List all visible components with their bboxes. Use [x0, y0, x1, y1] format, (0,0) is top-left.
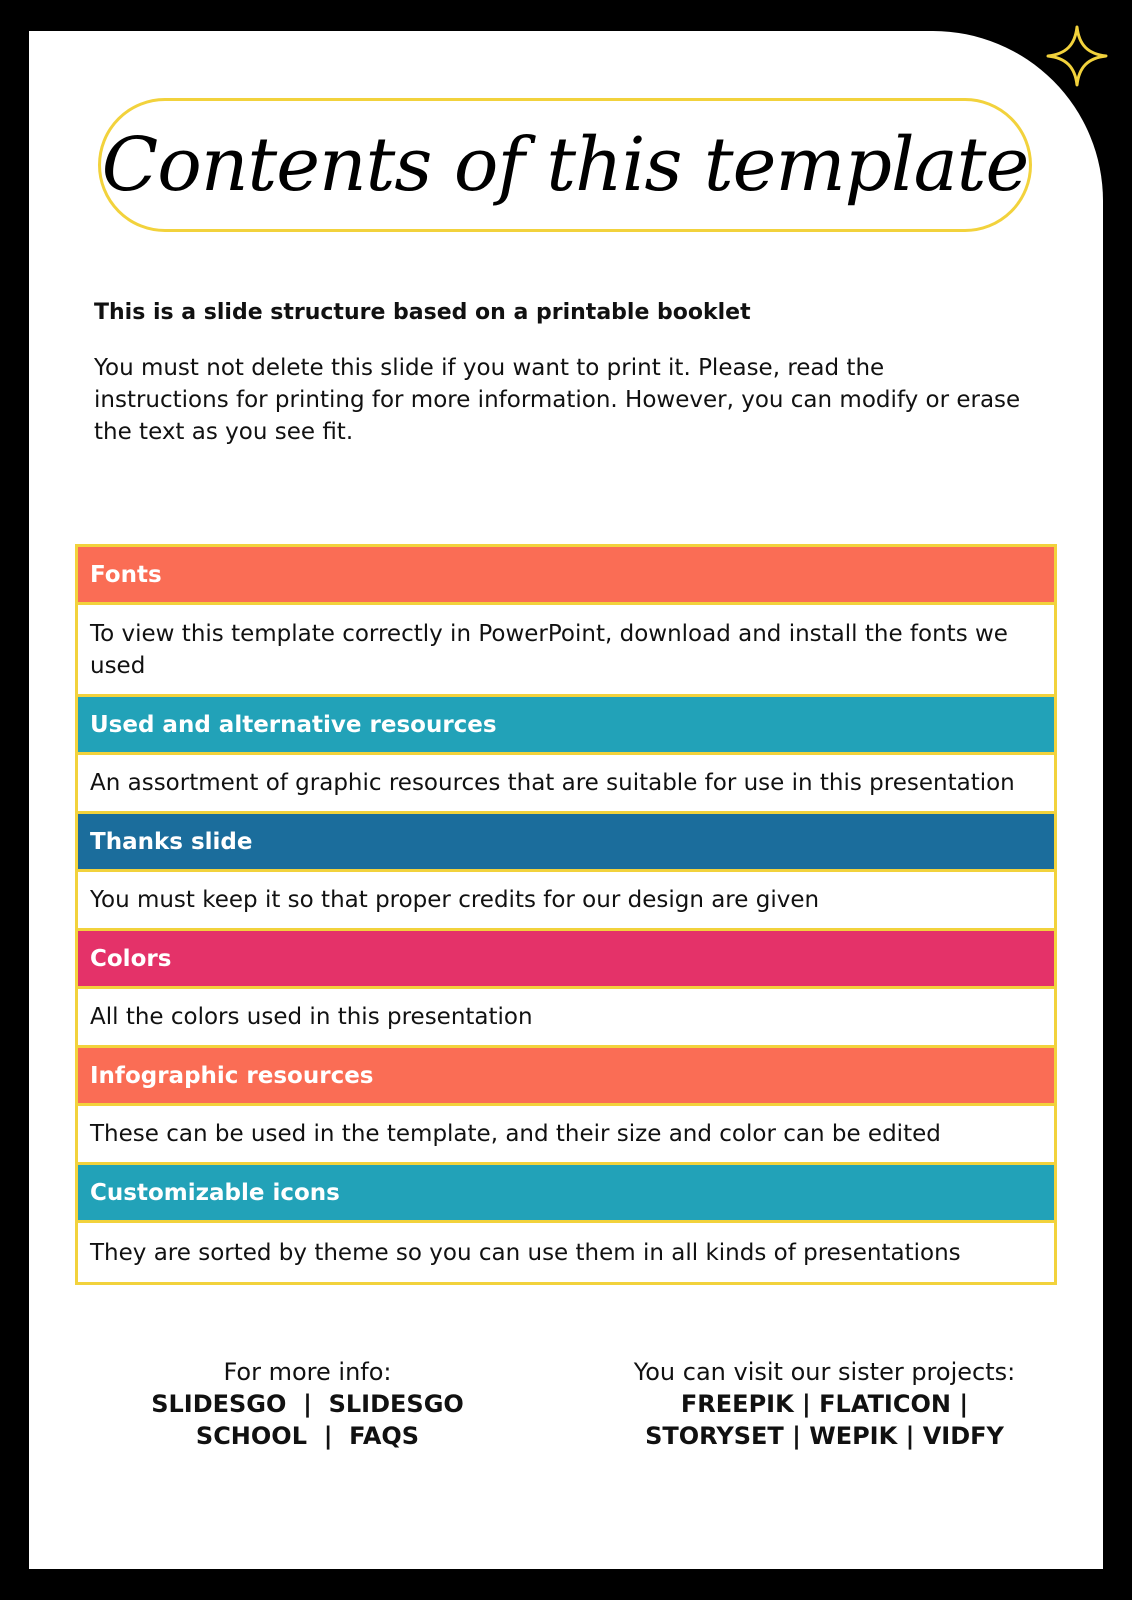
footer-sister-links-line2[interactable]: STORYSET | WEPIK | VIDFY: [645, 1422, 1004, 1450]
footer-sister-projects-label: You can visit our sister projects:: [633, 1358, 1016, 1386]
section-text-resources: An assortment of graphic resources that are suitable for use in this presentation: [78, 755, 1054, 814]
section-text-fonts: To view this template correctly in PowerPoint, download and install the fonts we used: [78, 605, 1054, 697]
section-heading-fonts: Fonts: [78, 547, 1054, 605]
footer-slidesgo-links-line2[interactable]: SCHOOL | FAQS: [195, 1422, 420, 1450]
contents-table: [75, 544, 1057, 1285]
footer-slidesgo-links-line1[interactable]: SLIDESGO | SLIDESGO: [151, 1390, 464, 1418]
sparkle-icon: [1046, 25, 1108, 87]
section-heading-colors: Colors: [78, 931, 1054, 989]
section-text-icons: They are sorted by theme so you can use them in all kinds of presentations: [78, 1223, 1054, 1282]
page-title: Contents of this template: [101, 122, 1029, 208]
section-text-thanks: You must keep it so that proper credits for our design are given: [78, 872, 1054, 931]
section-text-infographics: These can be used in the template, and their size and color can be edited: [78, 1106, 1054, 1165]
footer-more-info-label: For more info:: [223, 1358, 392, 1386]
intro-paragraph: You must not delete this slide if you want to print it. Please, read the instructions for printing for more information. However, you can modify or erase the text as you see fit.: [94, 355, 1021, 445]
footer-more-info: [130, 1356, 485, 1452]
section-heading-thanks: Thanks slide: [78, 814, 1054, 872]
section-text-colors: All the colors used in this presentation: [78, 989, 1054, 1048]
footer-sister-projects: [622, 1356, 1027, 1452]
section-heading-infographics: Infographic resources: [78, 1048, 1054, 1106]
footer-sister-links-line1[interactable]: FREEPIK | FLATICON |: [680, 1390, 969, 1418]
title-pill: [98, 98, 1032, 232]
section-heading-icons: Customizable icons: [78, 1165, 1054, 1223]
section-heading-resources: Used and alternative resources: [78, 697, 1054, 755]
subtitle: This is a slide structure based on a printable booklet: [94, 300, 751, 325]
